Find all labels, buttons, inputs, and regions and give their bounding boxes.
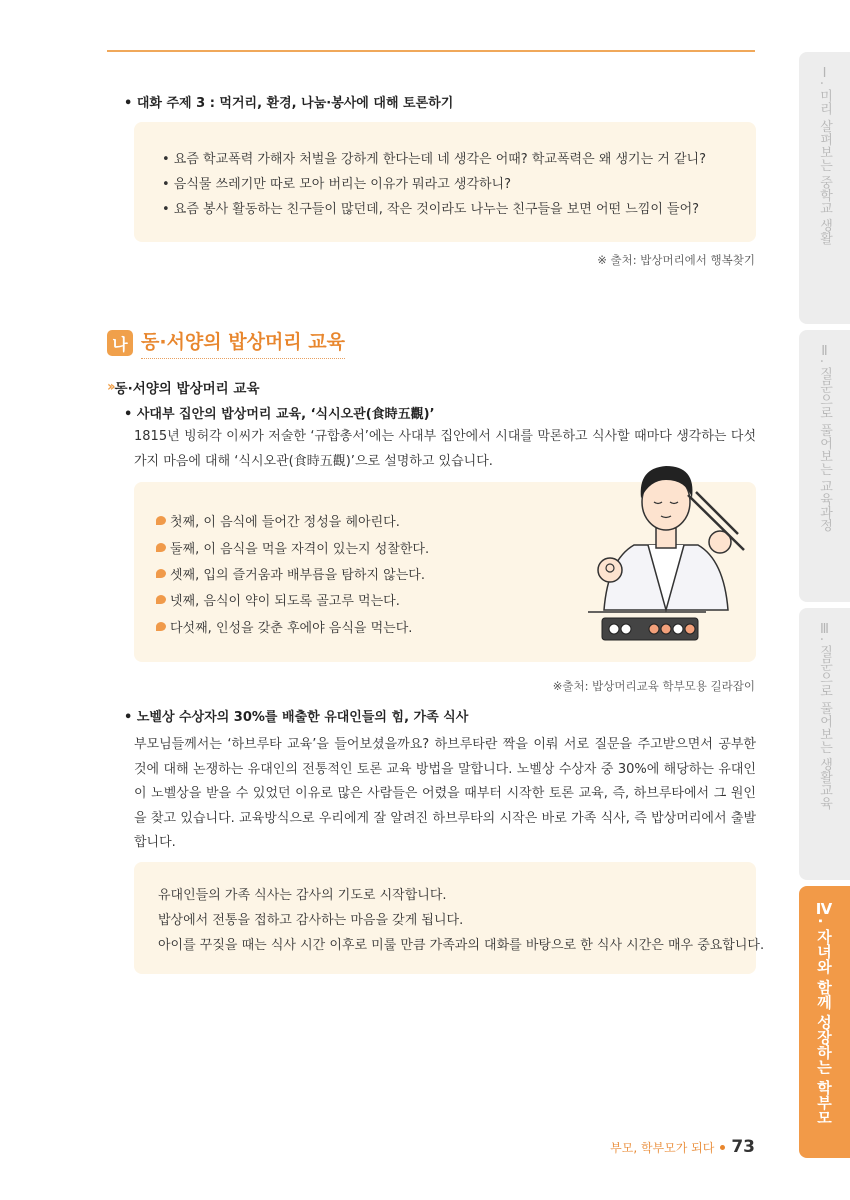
section-title-text: 동·서양의 밥상머리 교육: [141, 327, 345, 359]
tab-chapter-3[interactable]: [799, 608, 850, 880]
question-box: [134, 122, 756, 242]
tab-label: Ⅲ. 질문으로 풀어보는 생활교육: [817, 622, 832, 810]
section-title: [107, 328, 345, 358]
chevron-right-icon: ››: [107, 379, 113, 395]
speech-dot-icon: [156, 595, 166, 604]
man-meditating-illustration: [586, 450, 746, 645]
section-badge: 나: [107, 330, 133, 356]
speech-dot-icon: [156, 622, 166, 631]
principle-item: 다섯째, 인성을 갖춘 후에야 음식을 먹는다.: [156, 617, 412, 636]
note-line: 유대인들의 가족 식사는 감사의 기도로 시작합니다.: [158, 888, 447, 903]
footer-dot-icon: [720, 1145, 725, 1150]
sub-heading-text: 동·서양의 밥상머리 교육: [114, 381, 260, 397]
question-item: • 음식물 쓰레기만 따로 모아 버리는 이유가 뭐라고 생각하니?: [162, 177, 512, 192]
source-note: ※ 출처: 밥상머리에서 행복찾기: [597, 253, 755, 267]
question-item: • 요즘 학교폭력 가해자 처벌을 강하게 한다는데 네 생각은 어때? 학교폭력은 왜 생기는 거 같니?: [162, 152, 706, 167]
tab-chapter-2[interactable]: [799, 330, 850, 602]
topic-heading: • 대화 주제 3 : 먹거리, 환경, 나눔·봉사에 대해 토론하기: [124, 96, 454, 111]
footer-title: 부모, 학부모가 되다: [610, 1140, 715, 1155]
bullet-heading: • 사대부 집안의 밥상머리 교육, ‘식시오관(食時五觀)’: [124, 407, 435, 422]
page-number: 73: [731, 1137, 755, 1157]
tab-chapter-1[interactable]: [799, 52, 850, 324]
principle-item: 넷째, 음식이 약이 되도록 골고루 먹는다.: [156, 590, 400, 609]
tab-label: Ⅳ. 자녀와 함께 성장하는 학부모: [815, 900, 833, 1125]
paragraph: 부모님들께서는 ‘하브루타 교육’을 들어보셨을까요? 하브루타란 짝을 이뤄 서로 질문을 주고받으면서 공부한 것에 대해 논쟁하는 유대인의 전통적인 토론 교육 방법을 말합니다. 노벨상 수상자 중 30%에 해당하는 유대인이 노벨상을 받을 수 있었던 이유로 많은 사람들은 어렸을 때부터 시작한 토론 교육, 즉, 하브루타에서 그 원인을 찾고 있습니다. 교육방식으로 우리에게 잘 알려진 하브루타의 시작은 바로 가족 식사, 즉 밥상머리에서 출발합니다.: [134, 737, 756, 850]
page-footer: [610, 1137, 755, 1157]
top-rule: [107, 50, 755, 52]
speech-dot-icon: [156, 569, 166, 578]
speech-dot-icon: [156, 543, 166, 552]
principle-item: 셋째, 입의 즐거움과 배부름을 탐하지 않는다.: [156, 564, 425, 583]
source-note: ※출처: 밥상머리교육 학부모용 길라잡이: [552, 679, 755, 693]
principle-item: 둘째, 이 음식을 먹을 자격이 있는지 성찰한다.: [156, 538, 429, 557]
notes-box: [134, 862, 765, 974]
tab-label: Ⅰ. 미리 살펴보는 중학교 생활: [817, 66, 832, 245]
question-item: • 요즘 봉사 활동하는 친구들이 많던데, 작은 것이라도 나누는 친구들을 보면 어떤 느낌이 들어?: [162, 202, 700, 217]
paragraph: 1815년 빙허각 이씨가 저술한 ‘규합총서’에는 사대부 집안에서 시대를 막론하고 식사할 때마다 생각하는 다섯가지 마음에 대해 ‘식시오관(食時五觀)’으로 설명하고 있습니다.: [134, 429, 756, 469]
tab-label: Ⅱ. 질문으로 풀어보는 교육과정: [817, 344, 832, 532]
speech-dot-icon: [156, 516, 166, 525]
tab-chapter-4[interactable]: [799, 886, 850, 1158]
note-line: 아이를 꾸짖을 때는 식사 시간 이후로 미룰 만큼 가족과의 대화를 바탕으로 한 식사 시간은 매우 중요합니다.: [158, 938, 765, 953]
principle-item: 첫째, 이 음식에 들어간 정성을 헤아린다.: [156, 511, 400, 530]
note-line: 밥상에서 전통을 접하고 감사하는 마음을 갖게 됩니다.: [158, 913, 464, 928]
bullet-heading: • 노벨상 수상자의 30%를 배출한 유대인들의 힘, 가족 식사: [124, 710, 469, 725]
sub-heading: [107, 377, 260, 397]
